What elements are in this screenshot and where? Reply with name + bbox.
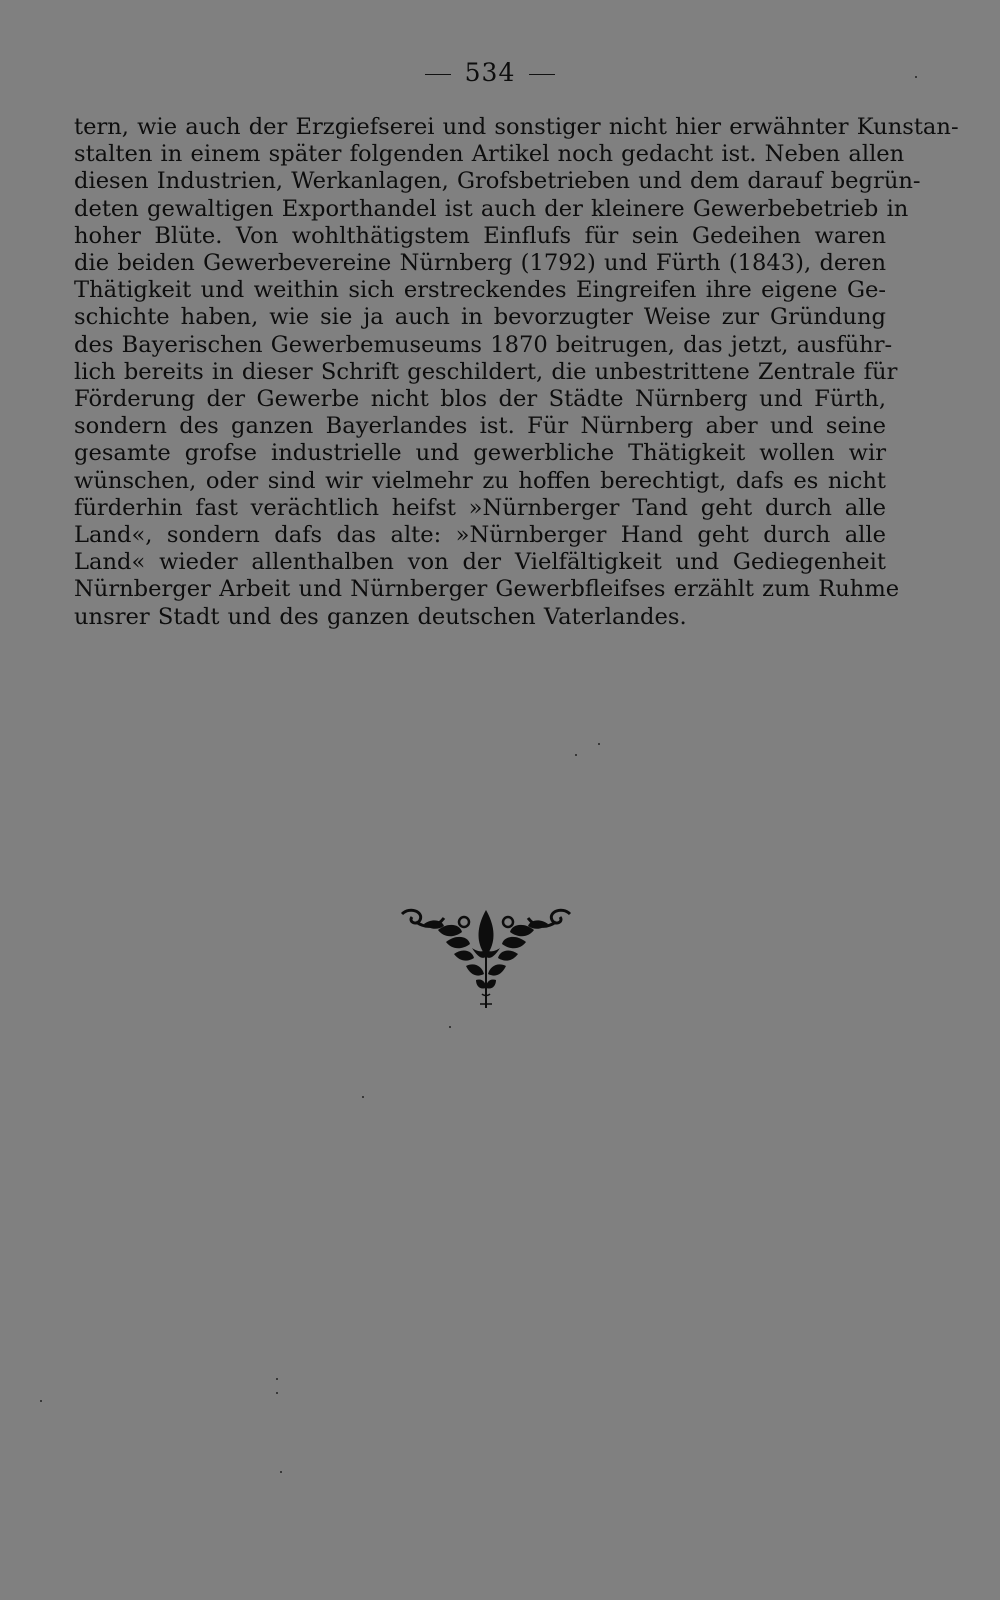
text-line: diesen Industrien, Werkanlagen, Grofsbetrieben und dem darauf begrün-	[74, 168, 921, 195]
speck	[449, 1026, 451, 1028]
text-line: Thätigkeit und weithin sich erstreckendes Eingreifen ihre eigene Ge-	[74, 277, 886, 304]
text-line: hoher Blüte. Von wohlthätigstem Einflufs für sein Gedeihen waren	[74, 222, 886, 249]
text-line: Land«, sondern dafs das alte: »Nürnberger Hand geht durch alle	[74, 522, 886, 549]
speck	[40, 1400, 42, 1402]
fleuron-ornament-icon	[398, 908, 574, 1012]
text-line: des Bayerischen Gewerbemuseums 1870 beitrugen, das jetzt, ausführ-	[74, 331, 893, 358]
speck	[598, 743, 600, 745]
text-line: Nürnberger Arbeit und Nürnberger Gewerbfleifses erzählt zum Ruhme	[74, 576, 900, 603]
text-line: unsrer Stadt und des ganzen deutschen Vaterlandes.	[74, 603, 687, 630]
text-line: wünschen, oder sind wir vielmehr zu hoffen berechtigt, dafs es nicht	[74, 467, 886, 494]
text-line: fürderhin fast verächtlich heifst »Nürnberger Tand geht durch alle	[74, 494, 886, 521]
dash-left	[425, 74, 451, 75]
speck	[915, 76, 917, 78]
speck	[280, 1471, 282, 1473]
speck	[276, 1392, 278, 1394]
dash-right	[529, 74, 555, 75]
text-line: sondern des ganzen Bayerlandes ist. Für Nürnberg aber und seine	[74, 413, 886, 440]
text-line: deten gewaltigen Exporthandel ist auch der kleinere Gewerbebetrieb in	[74, 195, 909, 222]
body-paragraph	[74, 114, 959, 631]
text-line: schichte haben, wie sie ja auch in bevorzugter Weise zur Gründung	[74, 304, 886, 331]
page-number	[0, 58, 980, 87]
speck	[276, 1378, 278, 1380]
page-number-text: 534	[464, 58, 516, 87]
text-line: gesamte grofse industrielle und gewerbliche Thätigkeit wollen wir	[74, 440, 886, 467]
text-line: Land« wieder allenthalben von der Vielfältigkeit und Gediegenheit	[74, 549, 886, 576]
speck	[575, 754, 577, 756]
speck	[362, 1096, 364, 1098]
text-line: tern, wie auch der Erzgiefserei und sonstiger nicht hier erwähnter Kunstan-	[74, 114, 959, 140]
text-line: die beiden Gewerbevereine Nürnberg (1792) und Fürth (1843), deren	[74, 250, 886, 277]
text-line: stalten in einem später folgenden Artikel noch gedacht ist. Neben allen	[74, 141, 905, 168]
text-line: Förderung der Gewerbe nicht blos der Städte Nürnberg und Fürth,	[74, 386, 886, 413]
text-line: lich bereits in dieser Schrift geschildert, die unbestrittene Zentrale für	[74, 358, 898, 385]
